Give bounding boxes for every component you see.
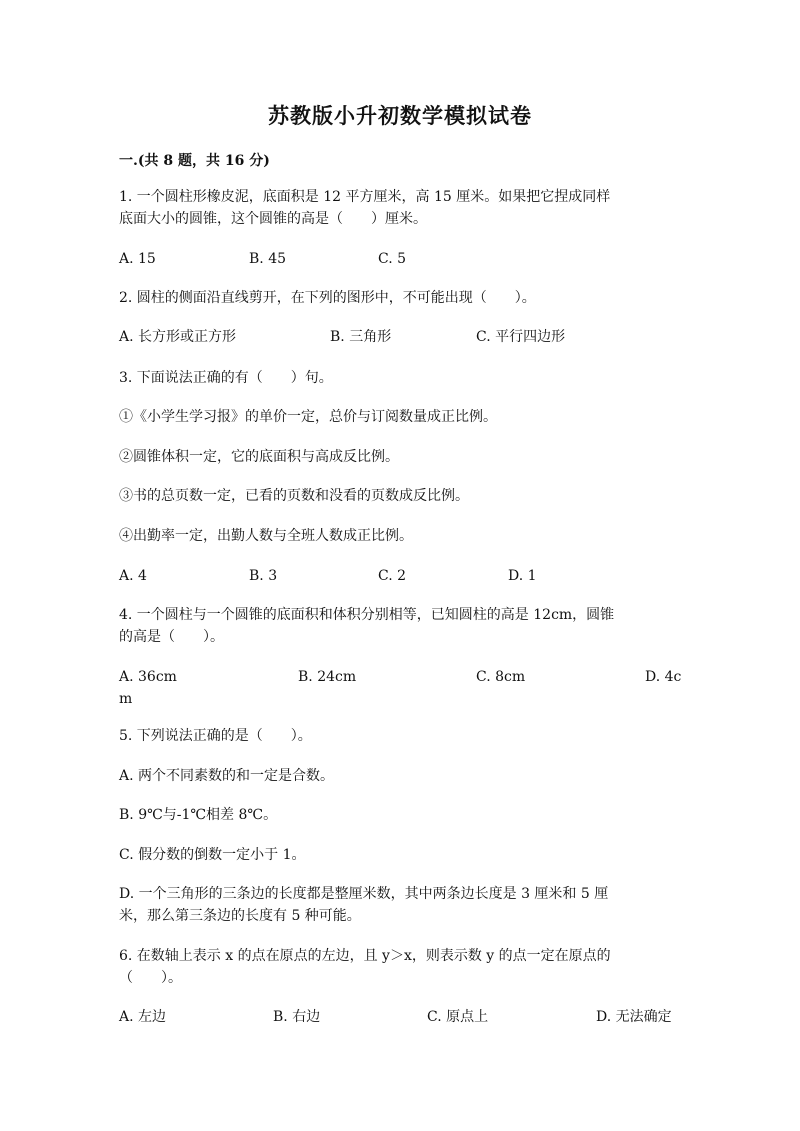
question-2-line-1: 2. 圆柱的侧面沿直线剪开，在下列的图形中，不可能出现（ ）。: [119, 290, 536, 306]
question-3-option-a: A. 4: [119, 568, 147, 584]
question-4-option-b: B. 24cm: [298, 669, 357, 685]
page-title: 苏教版小升初数学模拟试卷: [268, 103, 532, 128]
question-5-option-a: A. 两个不同素数的和一定是合数。: [119, 768, 335, 784]
question-6-option-c: C. 原点上: [427, 1009, 489, 1025]
question-2-option-c: C. 平行四边形: [476, 329, 566, 345]
question-6-line-1: 6. 在数轴上表示 x 的点在原点的左边，且 y＞x，则表示数 y 的点一定在原点的: [119, 948, 611, 964]
question-5-line-1: 5. 下列说法正确的是（ ）。: [119, 728, 312, 744]
question-3-option-d: D. 1: [508, 568, 537, 584]
section-heading: 一.(共 8 题，共 16 分): [119, 153, 270, 169]
question-2-option-a: A. 长方形或正方形: [119, 329, 237, 345]
question-6-line-2: （ ）。: [119, 970, 182, 986]
question-3-line-1: 3. 下面说法正确的有（ ）句。: [119, 370, 333, 386]
question-3-statement-3: ③书的总页数一定，已看的页数和没看的页数成反比例。: [119, 488, 469, 504]
question-1-option-b: B. 45: [249, 251, 287, 267]
question-5-option-d-line-2: 米，那么第三条边的长度有 5 种可能。: [119, 908, 361, 924]
question-5-option-c: C. 假分数的倒数一定小于 1。: [119, 847, 306, 863]
question-1-line-2: 底面大小的圆锥，这个圆锥的高是（ ）厘米。: [119, 211, 427, 227]
question-6-option-a: A. 左边: [119, 1009, 167, 1025]
question-4-line-1: 4. 一个圆柱与一个圆锥的底面积和体积分别相等，已知圆柱的高是 12cm，圆锥: [119, 607, 615, 623]
question-2-option-b: B. 三角形: [330, 329, 392, 345]
question-4-option-a: A. 36cm: [119, 669, 177, 685]
question-4-option-d-wrap: m: [119, 691, 133, 707]
question-4-option-c: C. 8cm: [476, 669, 526, 685]
question-3-option-b: B. 3: [249, 568, 278, 584]
question-3-statement-4: ④出勤率一定，出勤人数与全班人数成正比例。: [119, 528, 413, 544]
question-6-option-d: D. 无法确定: [596, 1009, 672, 1025]
question-4-option-d: D. 4c: [645, 669, 682, 685]
question-1-option-c: C. 5: [378, 251, 407, 267]
question-3-option-c: C. 2: [378, 568, 407, 584]
question-1-line-1: 1. 一个圆柱形橡皮泥，底面积是 12 平方厘米，高 15 厘米。如果把它捏成同样: [119, 189, 611, 205]
question-4-line-2: 的高是（ ）。: [119, 629, 224, 645]
question-5-option-d-line-1: D. 一个三角形的三条边的长度都是整厘米数，其中两条边长度是 3 厘米和 5 厘: [119, 886, 609, 902]
question-1-option-a: A. 15: [119, 251, 156, 267]
question-5-option-b: B. 9℃与-1℃相差 8℃。: [119, 807, 278, 823]
question-3-statement-1: ①《小学生学习报》的单价一定，总价与订阅数量成正比例。: [119, 409, 497, 425]
question-3-statement-2: ②圆锥体积一定，它的底面积与高成反比例。: [119, 449, 399, 465]
question-6-option-b: B. 右边: [273, 1009, 321, 1025]
